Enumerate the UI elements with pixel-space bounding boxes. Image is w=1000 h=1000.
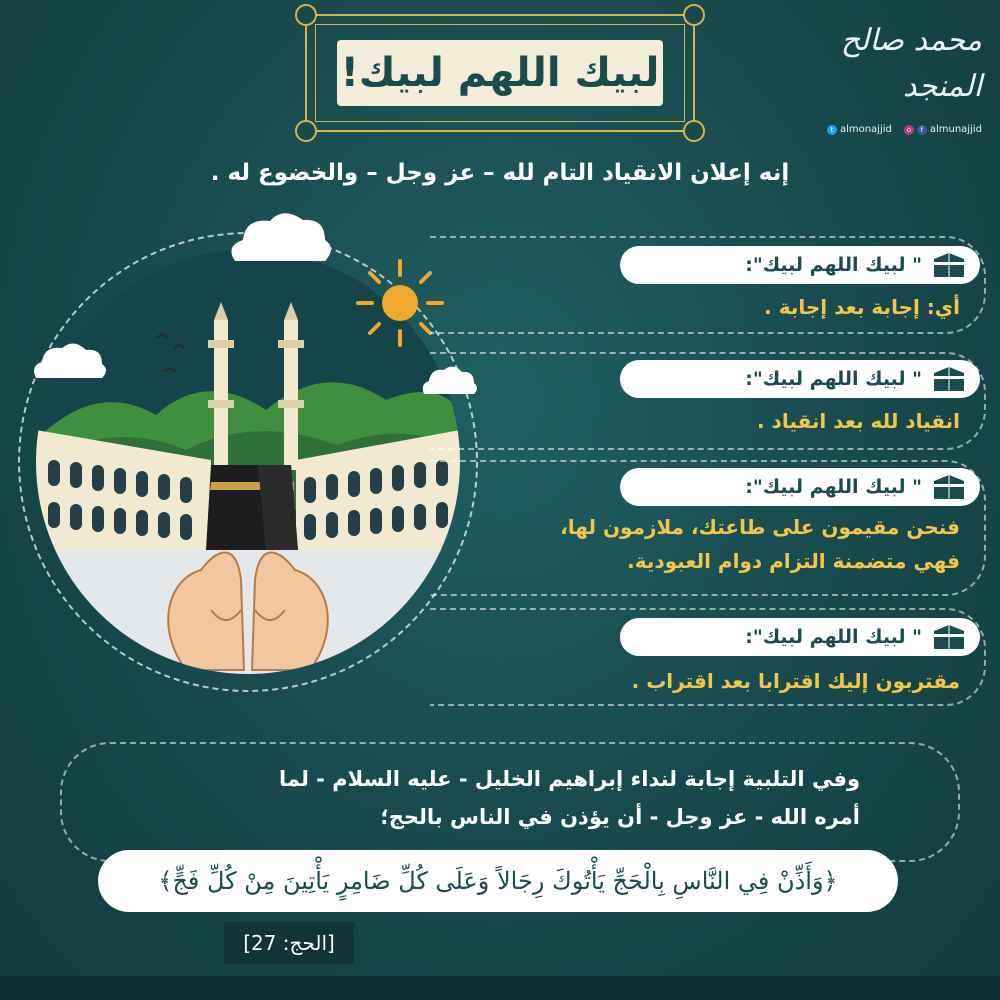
cloud-icon xyxy=(225,206,335,266)
ornament-icon xyxy=(295,4,317,26)
twitter-icon: t xyxy=(827,125,837,135)
bottom-text xyxy=(120,760,860,836)
bottom-line: وفي التلبية إجابة لنداء إبراهيم الخليل - عليه السلام - لما xyxy=(279,767,860,791)
card-heading-pill xyxy=(620,246,980,284)
card-heading: " لبيك اللهم لبيك": xyxy=(745,254,922,276)
card-body: أي: إجابة بعد إجابة . xyxy=(764,295,960,319)
card-heading: " لبيك اللهم لبيك": xyxy=(745,368,922,390)
bottom-line: أمره الله - عز وجل - أن يؤذن في الناس بالحج؛ xyxy=(380,805,860,829)
kaaba-icon xyxy=(932,251,966,279)
twitter-handle: almonajjid xyxy=(839,124,892,135)
bottom-bar xyxy=(0,976,1000,1000)
social-handles xyxy=(802,124,982,135)
card-body xyxy=(480,510,960,578)
facebook-icon: f xyxy=(917,125,927,135)
ornament-icon xyxy=(295,120,317,142)
subtitle: إنه إعلان الانقياد التام لله – عز وجل – والخضوع له . xyxy=(210,160,790,186)
logo xyxy=(802,18,982,135)
card-heading: " لبيك اللهم لبيك": xyxy=(745,626,922,648)
card-heading-pill xyxy=(620,468,980,506)
card-heading-pill xyxy=(620,618,980,656)
kaaba-icon xyxy=(932,623,966,651)
facebook-handle: almunajjid xyxy=(929,124,982,135)
card-body: مقتربون إليك اقترابا بعد اقتراب . xyxy=(631,669,960,693)
card-body-line: فهي متضمنة التزام دوام العبودية. xyxy=(627,549,960,573)
cloud-icon xyxy=(30,338,108,382)
verse: ﴿وَأَذِّنْ فِي النَّاسِ بِالْحَجِّ يَأْتُوكَ رِجَالاً وَعَلَى كُلِّ ضَامِرٍ يَأْتِينَ مِنْ كُلِّ فَجٍّ﴾ xyxy=(98,850,898,912)
kaaba-icon xyxy=(932,365,966,393)
verse-reference: [الحج: 27] xyxy=(224,922,354,964)
logo-name: محمد صالح المنجد xyxy=(840,23,982,104)
kaaba-icon xyxy=(932,473,966,501)
card-heading: " لبيك اللهم لبيك": xyxy=(745,476,922,498)
instagram-icon: o xyxy=(904,125,914,135)
page-title: لبيك اللهم لبيك! xyxy=(337,40,663,106)
card-body: انقياد لله بعد انقياد . xyxy=(757,409,960,433)
card-heading-pill xyxy=(620,360,980,398)
card-body-line: فنحن مقيمون على طاعتك، ملازمون لها، xyxy=(560,515,960,539)
ornament-icon xyxy=(683,4,705,26)
title-frame xyxy=(305,14,695,132)
ornament-icon xyxy=(683,120,705,142)
